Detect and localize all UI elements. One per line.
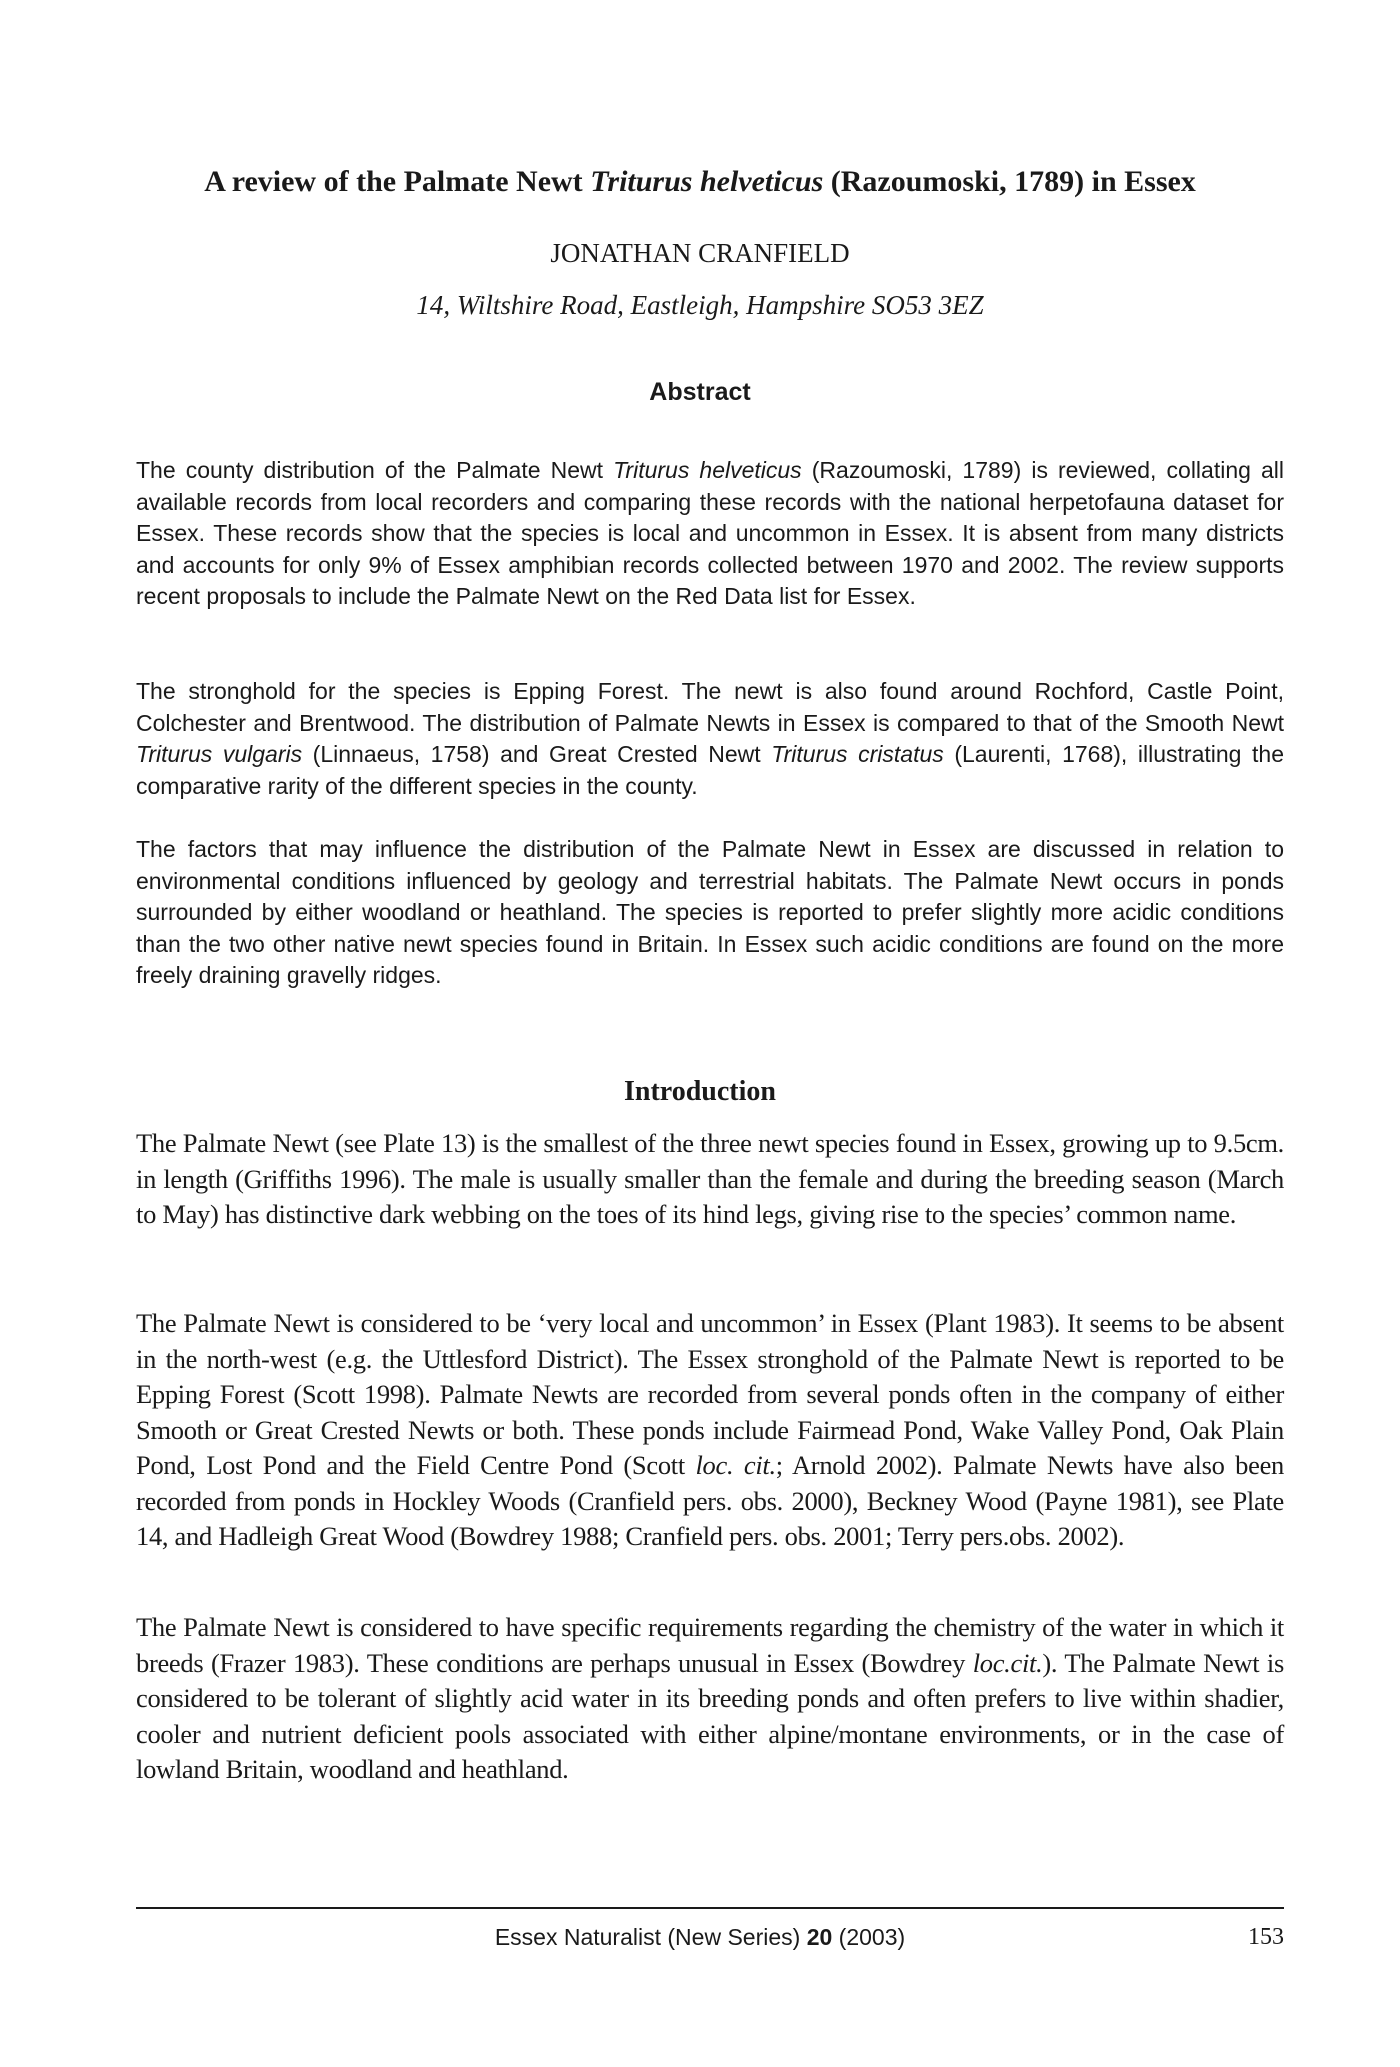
footer-divider (136, 1907, 1284, 1909)
title-text-end: (Razoumoski, 1789) in Essex (823, 165, 1196, 198)
introduction-paragraph-3 (136, 1610, 1284, 1788)
author-name: JONATHAN CRANFIELD (550, 238, 850, 268)
introduction-paragraph-2 (136, 1306, 1284, 1555)
paragraph-text: ). The Palmate Newt is considered to be tolerant of slightly acid water in its breeding ponds and often prefers to live within shadier, cooler and nutrient deficient pools associated with either alpine/montane environments, or in the case of lowland Britain, woodland and heathland. (136, 1647, 1284, 1784)
paragraph-text: ; Arnold 2002). Palmate Newts have also been recorded from ponds in Hockley Woods (Cranfield pers. obs. 2000), Beckney Wood (Payne 1981), see Plate 14, and Hadleigh Great Wood (Bowdrey 1988; Cranfield pers. obs. 2001; Terry pers.obs. 2002). (136, 1450, 1284, 1551)
paragraph-text: The stronghold for the species is Epping Forest. The newt is also found around Rochford, Castle Point, Colchester and Brentwood. The distribution of Palmate Newts in Essex is compared to that of the Smooth Newt (136, 678, 1284, 736)
italic-species-or-citation: Triturus vulgaris (136, 741, 303, 767)
italic-species-or-citation: Triturus helveticus (613, 457, 802, 483)
title-species-name: Triturus helveticus (590, 165, 824, 198)
italic-species-or-citation: loc. cit. (695, 1450, 776, 1480)
introduction-paragraph-1 (136, 1126, 1284, 1233)
author-address: 14, Wiltshire Road, Eastleigh, Hampshire SO53 3EZ (416, 290, 984, 320)
paragraph-text: The county distribution of the Palmate Newt (136, 457, 614, 483)
footer-journal-name: Essex Naturalist (New Series) (494, 1924, 807, 1950)
introduction-heading: Introduction (624, 1076, 776, 1107)
italic-species-or-citation: loc.cit. (972, 1647, 1043, 1678)
footer-volume: 20 (806, 1924, 833, 1950)
paragraph-text: The factors that may influence the distribution of the Palmate Newt in Essex are discussed in relation to environmental conditions influenced by geology and terrestrial habitats. The Palmate Newt occurs in ponds surrounded by either woodland or heathland. The species is reported to prefer slightly more acidic conditions than the two other native newt species found in Britain. In Essex such acidic conditions are found on the more freely draining gravelly ridges. (136, 836, 1284, 988)
paragraph-text: The Palmate Newt (see Plate 13) is the smallest of the three newt species found in Essex, growing up to 9.5cm. in length (Griffiths 1996). The male is usually smaller than the female and during the breeding season (March to May) has distinctive dark webbing on the toes of its hind legs, giving rise to the species’ common name. (136, 1128, 1284, 1229)
abstract-paragraph-3 (136, 834, 1284, 992)
paragraph-text: The Palmate Newt is considered to be ‘very local and uncommon’ in Essex (Plant 1983). It seems to be absent in the north-west (e.g. the Uttlesford District). The Essex stronghold of the Palmate Newt is reported to be Epping Forest (Scott 1998). Palmate Newts are recorded from several ponds often in the company of either Smooth or Great Crested Newts or both. These ponds include Fairmead Pond, Wake Valley Pond, Oak Plain Pond, Lost Pond and the Field Centre Pond (Scott (136, 1308, 1284, 1480)
footer-year: (2003) (832, 1924, 906, 1950)
title-text-start: A review of the Palmate Newt (204, 165, 591, 198)
abstract-paragraph-1 (136, 455, 1284, 613)
italic-species-or-citation: Triturus cristatus (771, 741, 944, 767)
article-title (100, 163, 1300, 201)
paragraph-text: (Linnaeus, 1758) and Great Crested Newt (302, 741, 772, 767)
paragraph-text: (Laurenti, 1768), illustrating the comparative rarity of the different species in the county. (136, 741, 1284, 799)
footer-journal-citation (300, 1922, 1100, 1952)
paragraph-text: The Palmate Newt is considered to have specific requirements regarding the chemistry of the water in which it breeds (Frazer 1983). These conditions are perhaps unusual in Essex (Bowdrey (136, 1612, 1284, 1678)
page-number: 153 (1248, 1924, 1284, 1950)
abstract-paragraph-2 (136, 676, 1284, 802)
abstract-heading: Abstract (649, 378, 751, 406)
paragraph-text: (Razoumoski, 1789) is reviewed, collating all available records from local recorders and comparing these records with the national herpetofauna dataset for Essex. These records show that the species is local and uncommon in Essex. It is absent from many districts and accounts for only 9% of Essex amphibian records collected between 1970 and 2002. The review supports recent proposals to include the Palmate Newt on the Red Data list for Essex. (136, 457, 1284, 609)
